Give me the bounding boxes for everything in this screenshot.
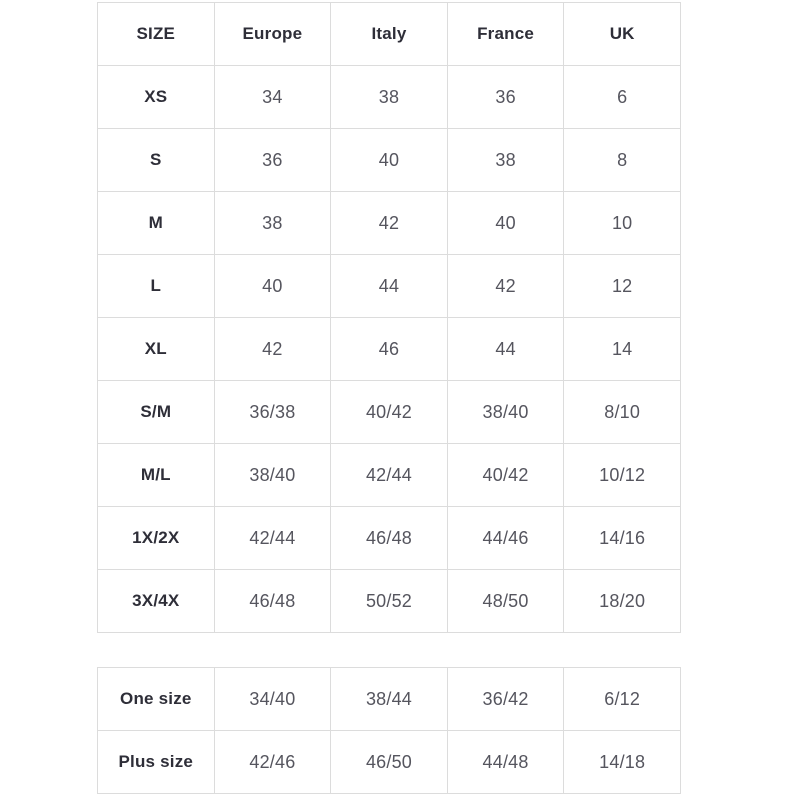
size-value-cell: 36/42	[447, 668, 564, 731]
column-header-italy: Italy	[331, 3, 448, 66]
table-row	[98, 668, 681, 731]
size-value-cell: 44	[447, 318, 564, 381]
size-table-header	[98, 3, 681, 66]
row-label-cell: M/L	[98, 444, 215, 507]
row-label-cell: Plus size	[98, 731, 215, 794]
table-row	[98, 318, 681, 381]
size-value-cell: 38	[214, 192, 331, 255]
size-value-cell: 6/12	[564, 668, 681, 731]
row-label-cell: One size	[98, 668, 215, 731]
table-row	[98, 255, 681, 318]
table-row	[98, 731, 681, 794]
row-label-cell: XL	[98, 318, 215, 381]
size-value-cell: 44	[331, 255, 448, 318]
size-value-cell: 18/20	[564, 570, 681, 633]
size-value-cell: 42/46	[214, 731, 331, 794]
special-sizes-body	[98, 668, 681, 794]
row-label-cell: M	[98, 192, 215, 255]
size-value-cell: 36	[447, 66, 564, 129]
size-value-cell: 42/44	[214, 507, 331, 570]
size-value-cell: 42	[331, 192, 448, 255]
size-value-cell: 14/16	[564, 507, 681, 570]
size-value-cell: 40	[447, 192, 564, 255]
size-value-cell: 44/48	[447, 731, 564, 794]
row-label-cell: XS	[98, 66, 215, 129]
size-value-cell: 36	[214, 129, 331, 192]
row-label-cell: 3X/4X	[98, 570, 215, 633]
size-value-cell: 6	[564, 66, 681, 129]
size-value-cell: 10	[564, 192, 681, 255]
size-value-cell: 48/50	[447, 570, 564, 633]
column-header-europe: Europe	[214, 3, 331, 66]
size-value-cell: 40/42	[331, 381, 448, 444]
size-value-cell: 34/40	[214, 668, 331, 731]
header-row	[98, 3, 681, 66]
size-value-cell: 40	[214, 255, 331, 318]
table-row	[98, 444, 681, 507]
size-value-cell: 46/48	[214, 570, 331, 633]
size-conversion-table-container	[97, 2, 681, 633]
size-value-cell: 36/38	[214, 381, 331, 444]
size-value-cell: 38	[331, 66, 448, 129]
row-label-cell: L	[98, 255, 215, 318]
size-value-cell: 40/42	[447, 444, 564, 507]
size-value-cell: 8/10	[564, 381, 681, 444]
size-value-cell: 42	[447, 255, 564, 318]
size-value-cell: 38	[447, 129, 564, 192]
size-value-cell: 10/12	[564, 444, 681, 507]
table-row	[98, 192, 681, 255]
size-value-cell: 46/50	[331, 731, 448, 794]
size-conversion-table	[97, 2, 681, 633]
size-value-cell: 42	[214, 318, 331, 381]
size-value-cell: 14/18	[564, 731, 681, 794]
column-header-size: SIZE	[98, 3, 215, 66]
special-sizes-table	[97, 667, 681, 794]
row-label-cell: S	[98, 129, 215, 192]
size-value-cell: 42/44	[331, 444, 448, 507]
table-row	[98, 66, 681, 129]
size-value-cell: 46/48	[331, 507, 448, 570]
size-value-cell: 38/44	[331, 668, 448, 731]
special-sizes-table-container	[97, 667, 681, 794]
size-value-cell: 14	[564, 318, 681, 381]
size-value-cell: 8	[564, 129, 681, 192]
size-value-cell: 34	[214, 66, 331, 129]
row-label-cell: S/M	[98, 381, 215, 444]
size-value-cell: 50/52	[331, 570, 448, 633]
table-row	[98, 381, 681, 444]
column-header-france: France	[447, 3, 564, 66]
table-row	[98, 570, 681, 633]
size-value-cell: 38/40	[214, 444, 331, 507]
table-row	[98, 507, 681, 570]
size-value-cell: 38/40	[447, 381, 564, 444]
size-value-cell: 12	[564, 255, 681, 318]
row-label-cell: 1X/2X	[98, 507, 215, 570]
column-header-uk: UK	[564, 3, 681, 66]
size-table-body	[98, 66, 681, 633]
size-value-cell: 40	[331, 129, 448, 192]
table-row	[98, 129, 681, 192]
size-value-cell: 44/46	[447, 507, 564, 570]
size-value-cell: 46	[331, 318, 448, 381]
